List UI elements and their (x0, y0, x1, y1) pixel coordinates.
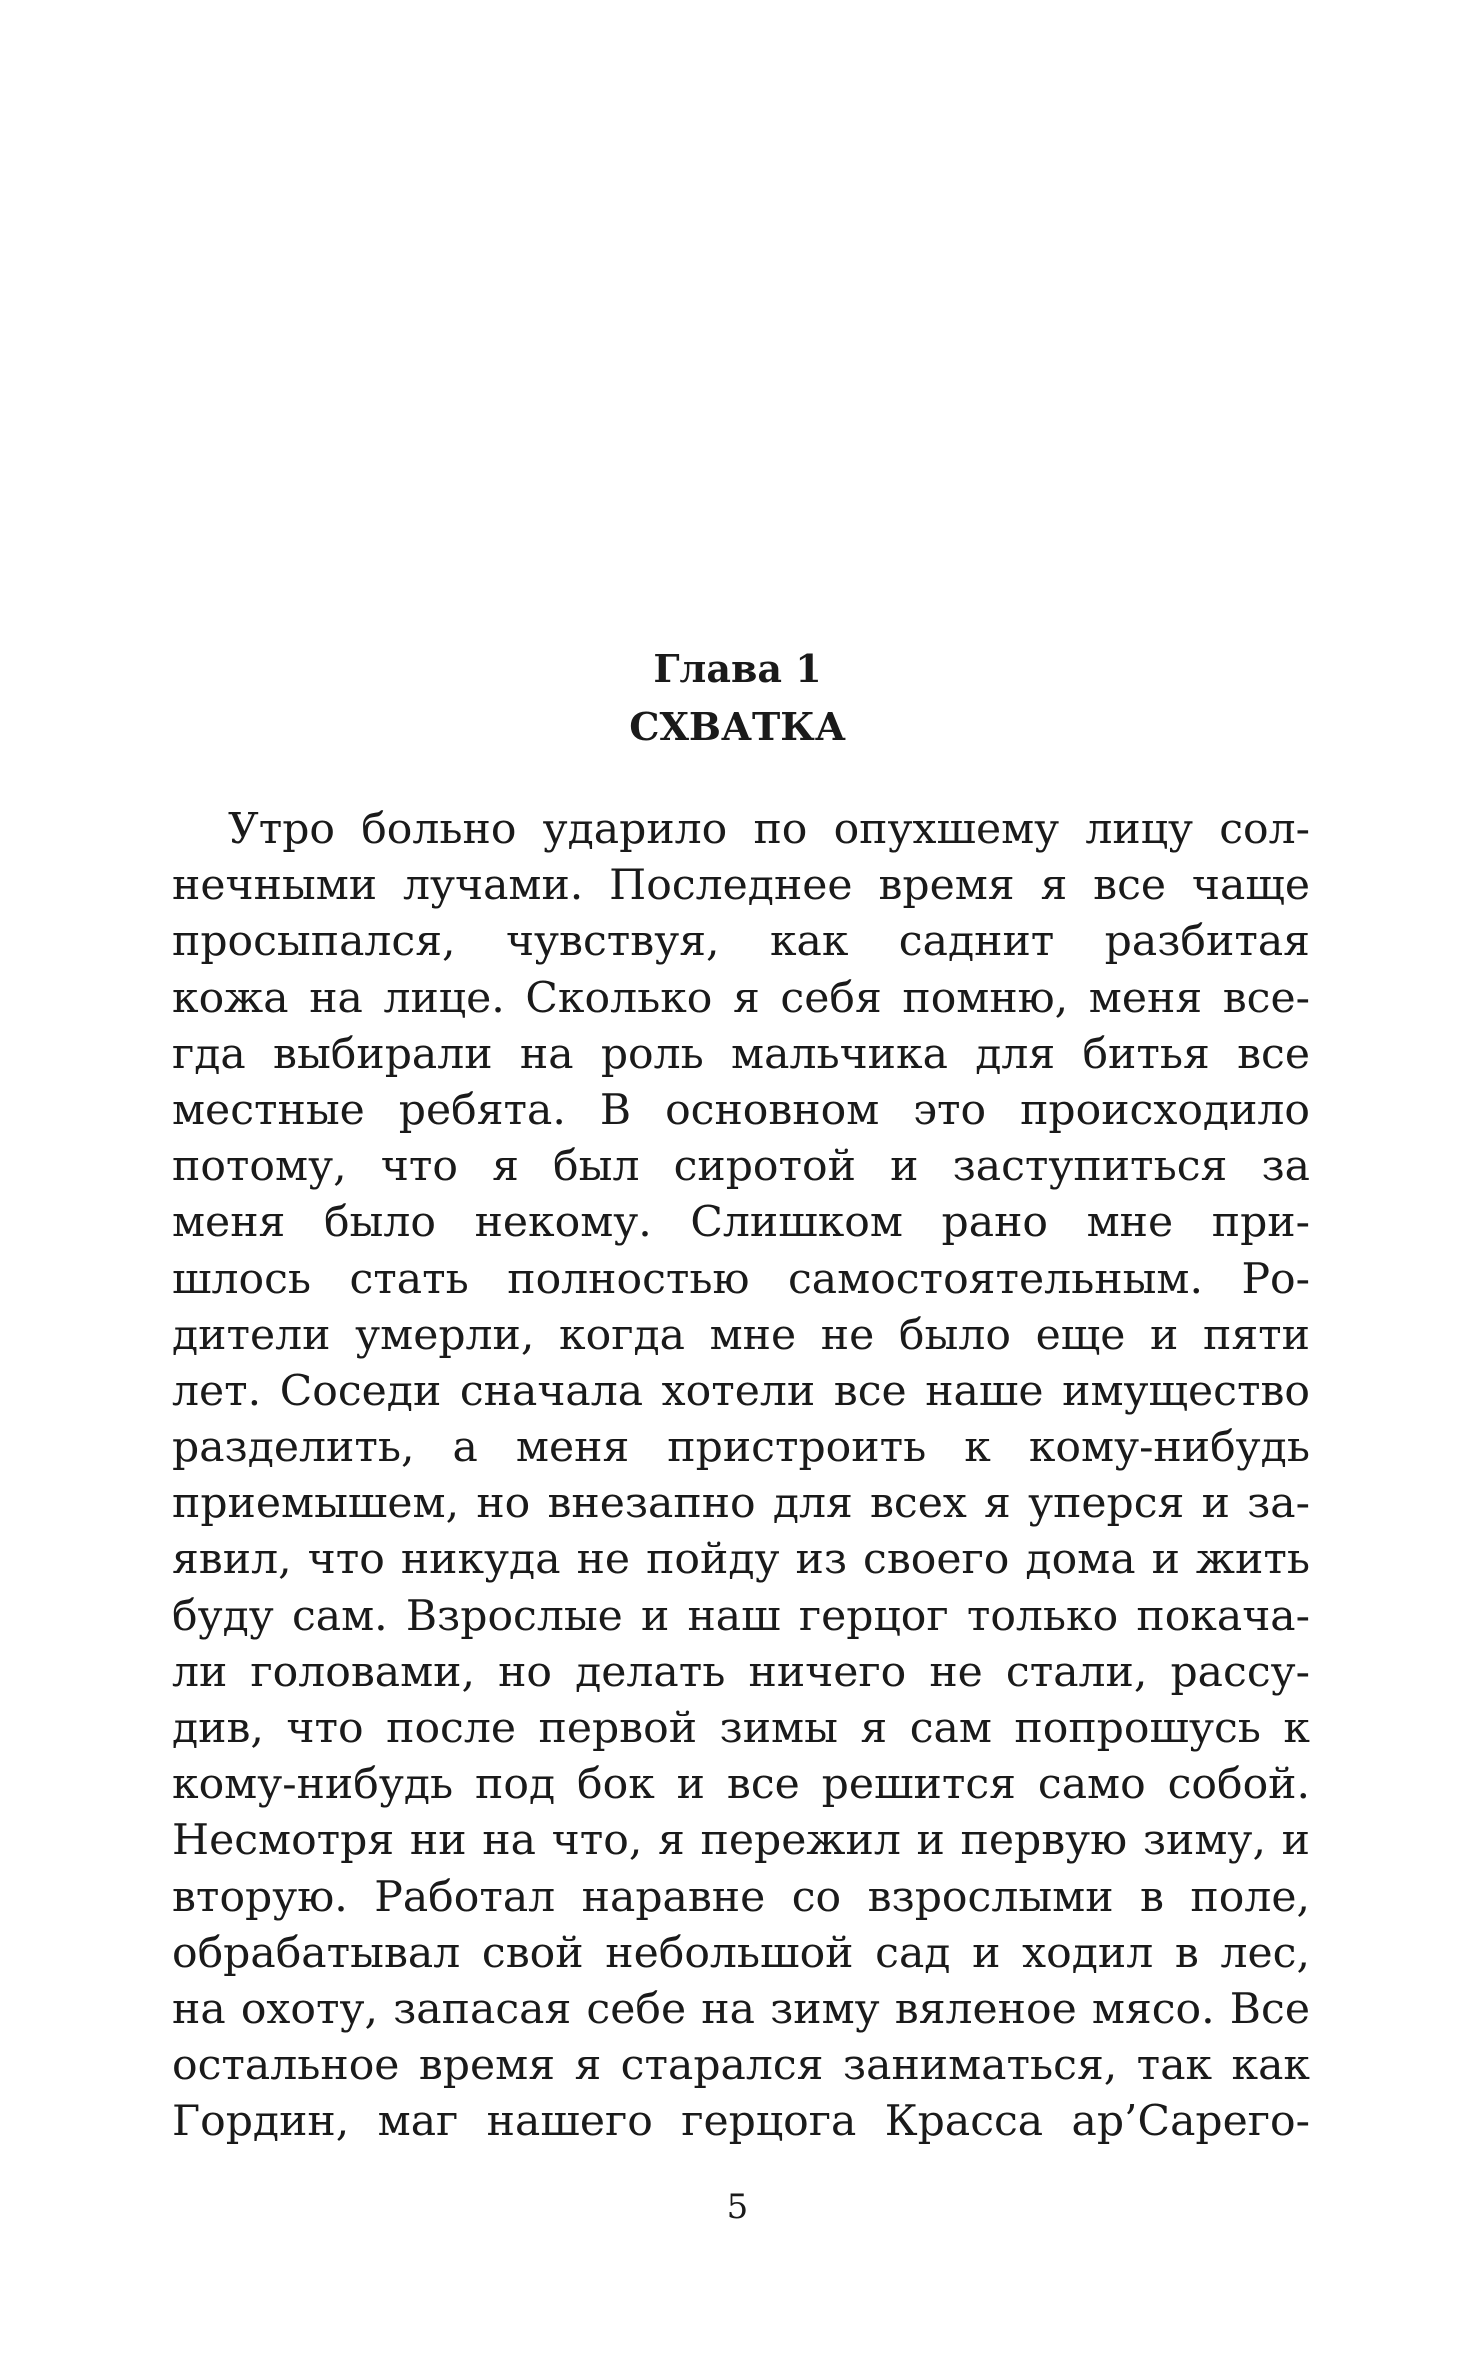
text-line: местные ребята. В основном это происходило (172, 1085, 1310, 1135)
chapter-number: Глава 1 (653, 646, 822, 691)
text-line: нечными лучами. Последнее время я все чаще (172, 861, 1310, 911)
text-line: гда выбирали на роль мальчика для битья все (172, 1029, 1310, 1079)
text-line: разделить, а меня пристроить к кому-нибудь (172, 1423, 1310, 1473)
text-line: на охоту, запасая себе на зиму вяленое мясо. Все (172, 1984, 1310, 2034)
text-line: кому-нибудь под бок и все решится само собой. (172, 1760, 1310, 1810)
text-line: шлось стать полностью самостоятельным. Ро- (172, 1254, 1310, 1304)
text-line: обрабатывал свой небольшой сад и ходил в лес, (172, 1928, 1310, 1978)
text-line: Несмотря ни на что, я пережил и первую зиму, и (172, 1816, 1310, 1866)
text-line: Гордин, маг нашего герцога Красса ар’Сарего- (172, 2097, 1310, 2147)
text-line: явил, что никуда не пойду из своего дома и жить (172, 1535, 1310, 1585)
text-line: потому, что я был сиротой и заступиться за (172, 1142, 1310, 1192)
text-line: див, что после первой зимы я сам попрошусь к (172, 1704, 1310, 1753)
chapter-header (0, 640, 1475, 756)
text-line: кожа на лице. Сколько я себя помню, меня все- (172, 973, 1310, 1023)
chapter-body-text (172, 802, 1310, 2151)
text-line: лет. Соседи сначала хотели все наше имущество (172, 1366, 1310, 1416)
text-line: буду сам. Взрослые и наш герцог только покача- (172, 1591, 1310, 1641)
text-line: остальное время я старался заниматься, так как (172, 2041, 1310, 2091)
text-line: приемышем, но внезапно для всех я уперся и за- (172, 1479, 1310, 1529)
text-line: вторую. Работал наравне со взрослыми в поле, (172, 1872, 1310, 1922)
text-line: дители умерли, когда мне не было еще и пяти (172, 1310, 1310, 1360)
text-line: Утро больно ударило по опухшему лицу сол- (228, 805, 1310, 854)
page-number: 5 (726, 2187, 749, 2227)
text-line: просыпался, чувствуя, как саднит разбитая (172, 917, 1310, 967)
text-line: меня было некому. Слишком рано мне при- (172, 1198, 1310, 1248)
text-line: ли головами, но делать ничего не стали, рассу- (172, 1647, 1310, 1697)
chapter-title: СХВАТКА (629, 704, 846, 749)
